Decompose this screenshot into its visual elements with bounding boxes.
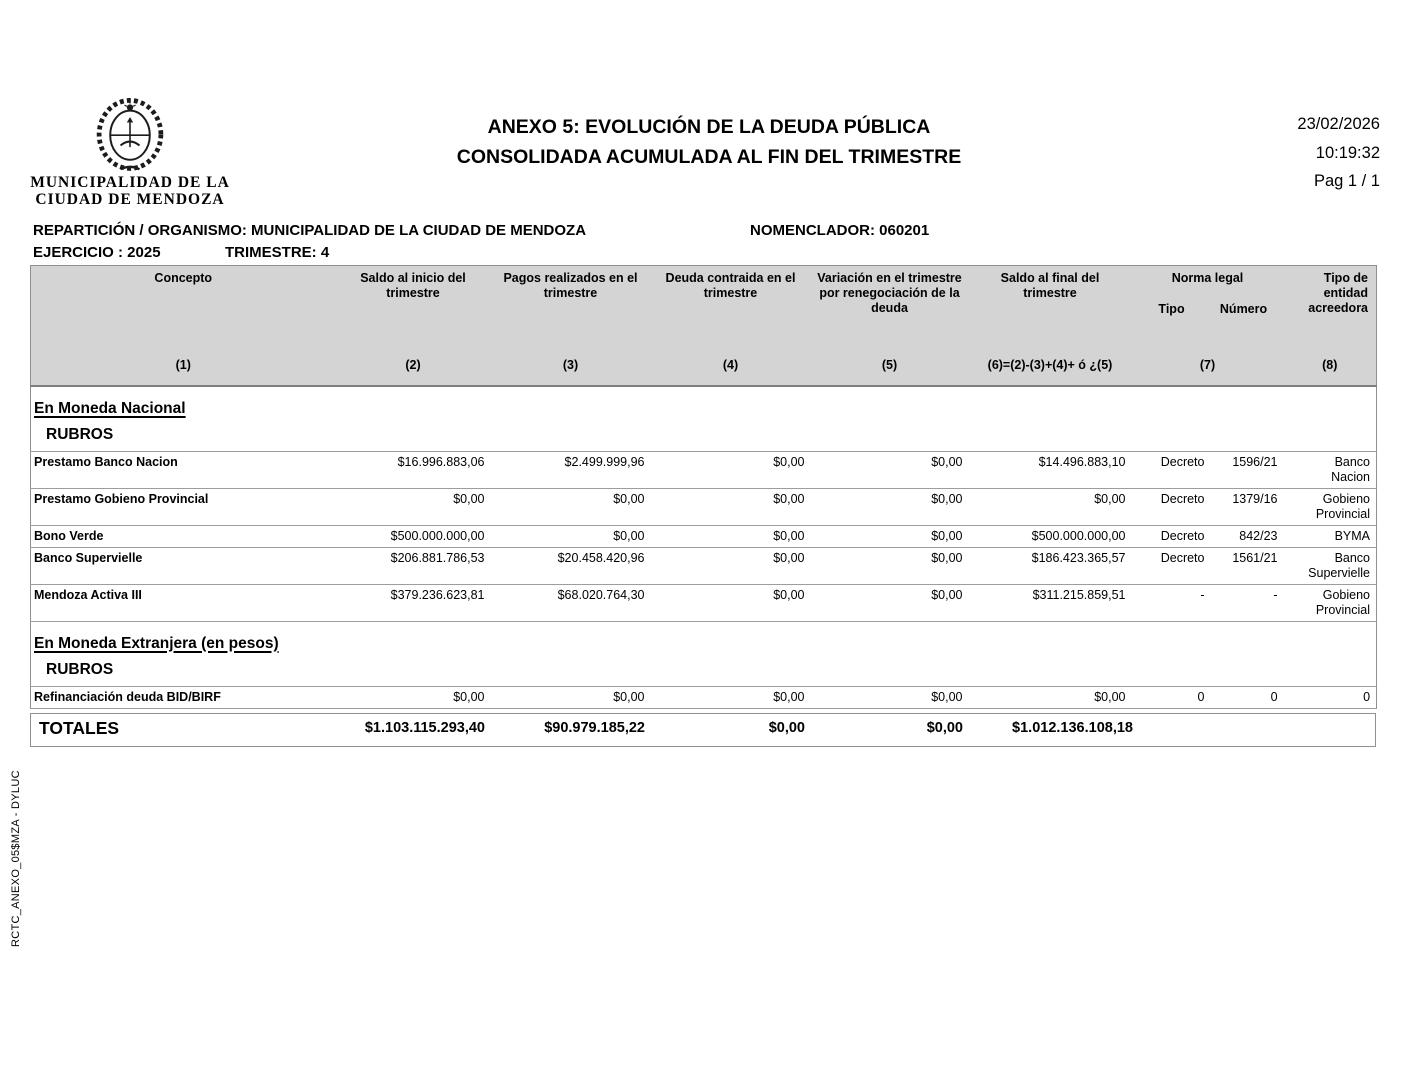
col-num-3: (3): [491, 356, 651, 386]
nomenclador-label: NOMENCLADOR: 060201: [750, 222, 930, 239]
row-norma-numero: 1561/21: [1211, 547, 1284, 584]
table-row: [31, 451, 1377, 488]
col-header-saldo-inicio: Saldo al inicio del trimestre: [336, 266, 491, 356]
page-indicator: Pag 1 / 1: [1313, 172, 1380, 190]
row-norma-tipo: 0: [1132, 686, 1211, 708]
report-code: RCTC_ANEXO_05$MZA - DYLUC: [10, 770, 22, 947]
row-saldo-inicio: $16.996.883,06: [336, 451, 491, 488]
row-norma-tipo: Decreto: [1132, 488, 1211, 525]
report-title: [400, 112, 1018, 172]
col-header-deuda: Deuda contraida en el trimestre: [651, 266, 811, 356]
ejercicio-label: EJERCICIO : 2025: [33, 244, 161, 261]
print-meta: [1297, 110, 1380, 196]
section-title: En Moneda Nacional: [34, 399, 186, 417]
row-deuda: $0,00: [651, 547, 811, 584]
col-num-5: (5): [811, 356, 969, 386]
totals-label: TOTALES: [39, 717, 120, 738]
debt-table-wrap: [30, 265, 1376, 747]
print-time: 10:19:32: [1315, 143, 1380, 162]
row-entidad: Banco Nacion: [1284, 451, 1377, 488]
row-variacion: $0,00: [811, 547, 969, 584]
col-header-norma-legal: [1132, 266, 1284, 356]
col-header-variacion: Variación en el trimestre por renegociación de la deuda: [811, 266, 969, 356]
totals-pagos: $90.979.185,22: [544, 720, 645, 736]
row-deuda: $0,00: [651, 451, 811, 488]
row-deuda: $0,00: [651, 686, 811, 708]
row-norma-numero: 1379/16: [1211, 488, 1284, 525]
row-entidad: Gobieno Provincial: [1284, 584, 1377, 621]
section-subtitle: RUBROS: [46, 425, 114, 443]
row-norma-tipo: -: [1132, 584, 1211, 621]
table-row: [31, 584, 1377, 621]
section-heading-moneda-extranjera: [31, 621, 1377, 653]
row-variacion: $0,00: [811, 525, 969, 547]
row-variacion: $0,00: [811, 686, 969, 708]
col-num-6: (6)=(2)-(3)+(4)+ ó ¿(5): [969, 356, 1132, 386]
norma-tipo-label: Tipo: [1158, 302, 1185, 316]
logo-block: [28, 98, 232, 208]
section-heading-moneda-nacional: [31, 386, 1377, 418]
row-norma-numero: -: [1211, 584, 1284, 621]
col-num-1: (1): [31, 356, 336, 386]
row-norma-tipo: Decreto: [1132, 525, 1211, 547]
totals-deuda: $0,00: [768, 720, 805, 736]
row-norma-numero: 1596/21: [1211, 451, 1284, 488]
totals-variacion: $0,00: [926, 720, 963, 736]
row-pagos: $0,00: [491, 488, 651, 525]
row-norma-numero: 842/23: [1211, 525, 1284, 547]
row-variacion: $0,00: [811, 584, 969, 621]
col-num-8: (8): [1284, 356, 1377, 386]
row-concepto: Mendoza Activa III: [31, 584, 336, 621]
row-entidad: 0: [1284, 686, 1377, 708]
row-saldo-final: $311.215.859,51: [969, 584, 1132, 621]
row-variacion: $0,00: [811, 488, 969, 525]
row-saldo-final: $0,00: [969, 488, 1132, 525]
table-header: [31, 266, 1377, 386]
reparticion-label: REPARTICIÓN / ORGANISMO: MUNICIPALIDAD DE LA CIUDAD DE MENDOZA: [33, 222, 587, 239]
row-saldo-final: $14.496.883,10: [969, 451, 1132, 488]
section-title: En Moneda Extranjera (en pesos): [34, 634, 279, 652]
row-concepto: Banco Supervielle: [31, 547, 336, 584]
table-row: [31, 488, 1377, 525]
totals-saldo-inicio: $1.103.115.293,40: [364, 720, 485, 736]
row-entidad: Banco Supervielle: [1284, 547, 1377, 584]
row-norma-numero: 0: [1211, 686, 1284, 708]
row-pagos: $68.020.764,30: [491, 584, 651, 621]
norma-legal-label: Norma legal: [1171, 271, 1244, 285]
row-saldo-inicio: $0,00: [336, 488, 491, 525]
row-entidad: Gobieno Provincial: [1284, 488, 1377, 525]
print-date: 23/02/2026: [1297, 115, 1380, 133]
row-pagos: $2.499.999,96: [491, 451, 651, 488]
row-saldo-final: $500.000.000,00: [969, 525, 1132, 547]
row-saldo-final: $0,00: [969, 686, 1132, 708]
totals-row: [30, 713, 1376, 747]
row-pagos: $0,00: [491, 525, 651, 547]
col-num-4: (4): [651, 356, 811, 386]
report-title-line2: CONSOLIDADA ACUMULADA AL FIN DEL TRIMESTRE: [456, 146, 962, 168]
debt-table: [30, 265, 1377, 709]
table-row: [31, 547, 1377, 584]
row-concepto: Refinanciación deuda BID/BIRF: [31, 686, 336, 708]
row-pagos: $0,00: [491, 686, 651, 708]
row-saldo-final: $186.423.365,57: [969, 547, 1132, 584]
col-num-7: (7): [1132, 356, 1284, 386]
col-header-concepto: Concepto: [31, 266, 336, 356]
norma-numero-label: Número: [1219, 302, 1268, 316]
row-saldo-inicio: $206.881.786,53: [336, 547, 491, 584]
row-saldo-inicio: $500.000.000,00: [336, 525, 491, 547]
row-concepto: Prestamo Banco Nacion: [31, 451, 336, 488]
totals-saldo-final: $1.012.136.108,18: [1012, 720, 1133, 736]
section-subtitle: RUBROS: [46, 660, 114, 678]
report-title-line1: ANEXO 5: EVOLUCIÓN DE LA DEUDA PÚBLICA: [487, 116, 931, 138]
org-name-line2: CIUDAD DE MENDOZA: [35, 191, 225, 208]
row-concepto: Prestamo Gobieno Provincial: [31, 488, 336, 525]
coat-of-arms-icon: [28, 98, 232, 174]
row-saldo-inicio: $379.236.623,81: [336, 584, 491, 621]
col-header-pagos: Pagos realizados en el trimestre: [491, 266, 651, 356]
row-deuda: $0,00: [651, 525, 811, 547]
row-variacion: $0,00: [811, 451, 969, 488]
row-entidad: BYMA: [1284, 525, 1377, 547]
col-header-entidad: Tipo de entidad acreedora: [1284, 266, 1377, 356]
section-subheading-rubros: [31, 653, 1377, 687]
row-concepto: Bono Verde: [31, 525, 336, 547]
org-name-line1: MUNICIPALIDAD DE LA: [30, 174, 230, 191]
row-pagos: $20.458.420,96: [491, 547, 651, 584]
row-norma-tipo: Decreto: [1132, 547, 1211, 584]
row-deuda: $0,00: [651, 488, 811, 525]
row-norma-tipo: Decreto: [1132, 451, 1211, 488]
col-num-2: (2): [336, 356, 491, 386]
table-row: [31, 686, 1377, 708]
col-header-saldo-final: Saldo al final del trimestre: [969, 266, 1132, 356]
row-saldo-inicio: $0,00: [336, 686, 491, 708]
trimestre-label: TRIMESTRE: 4: [225, 244, 330, 261]
section-subheading-rubros: [31, 418, 1377, 452]
table-row: [31, 525, 1377, 547]
org-lines: [33, 222, 1378, 266]
row-deuda: $0,00: [651, 584, 811, 621]
